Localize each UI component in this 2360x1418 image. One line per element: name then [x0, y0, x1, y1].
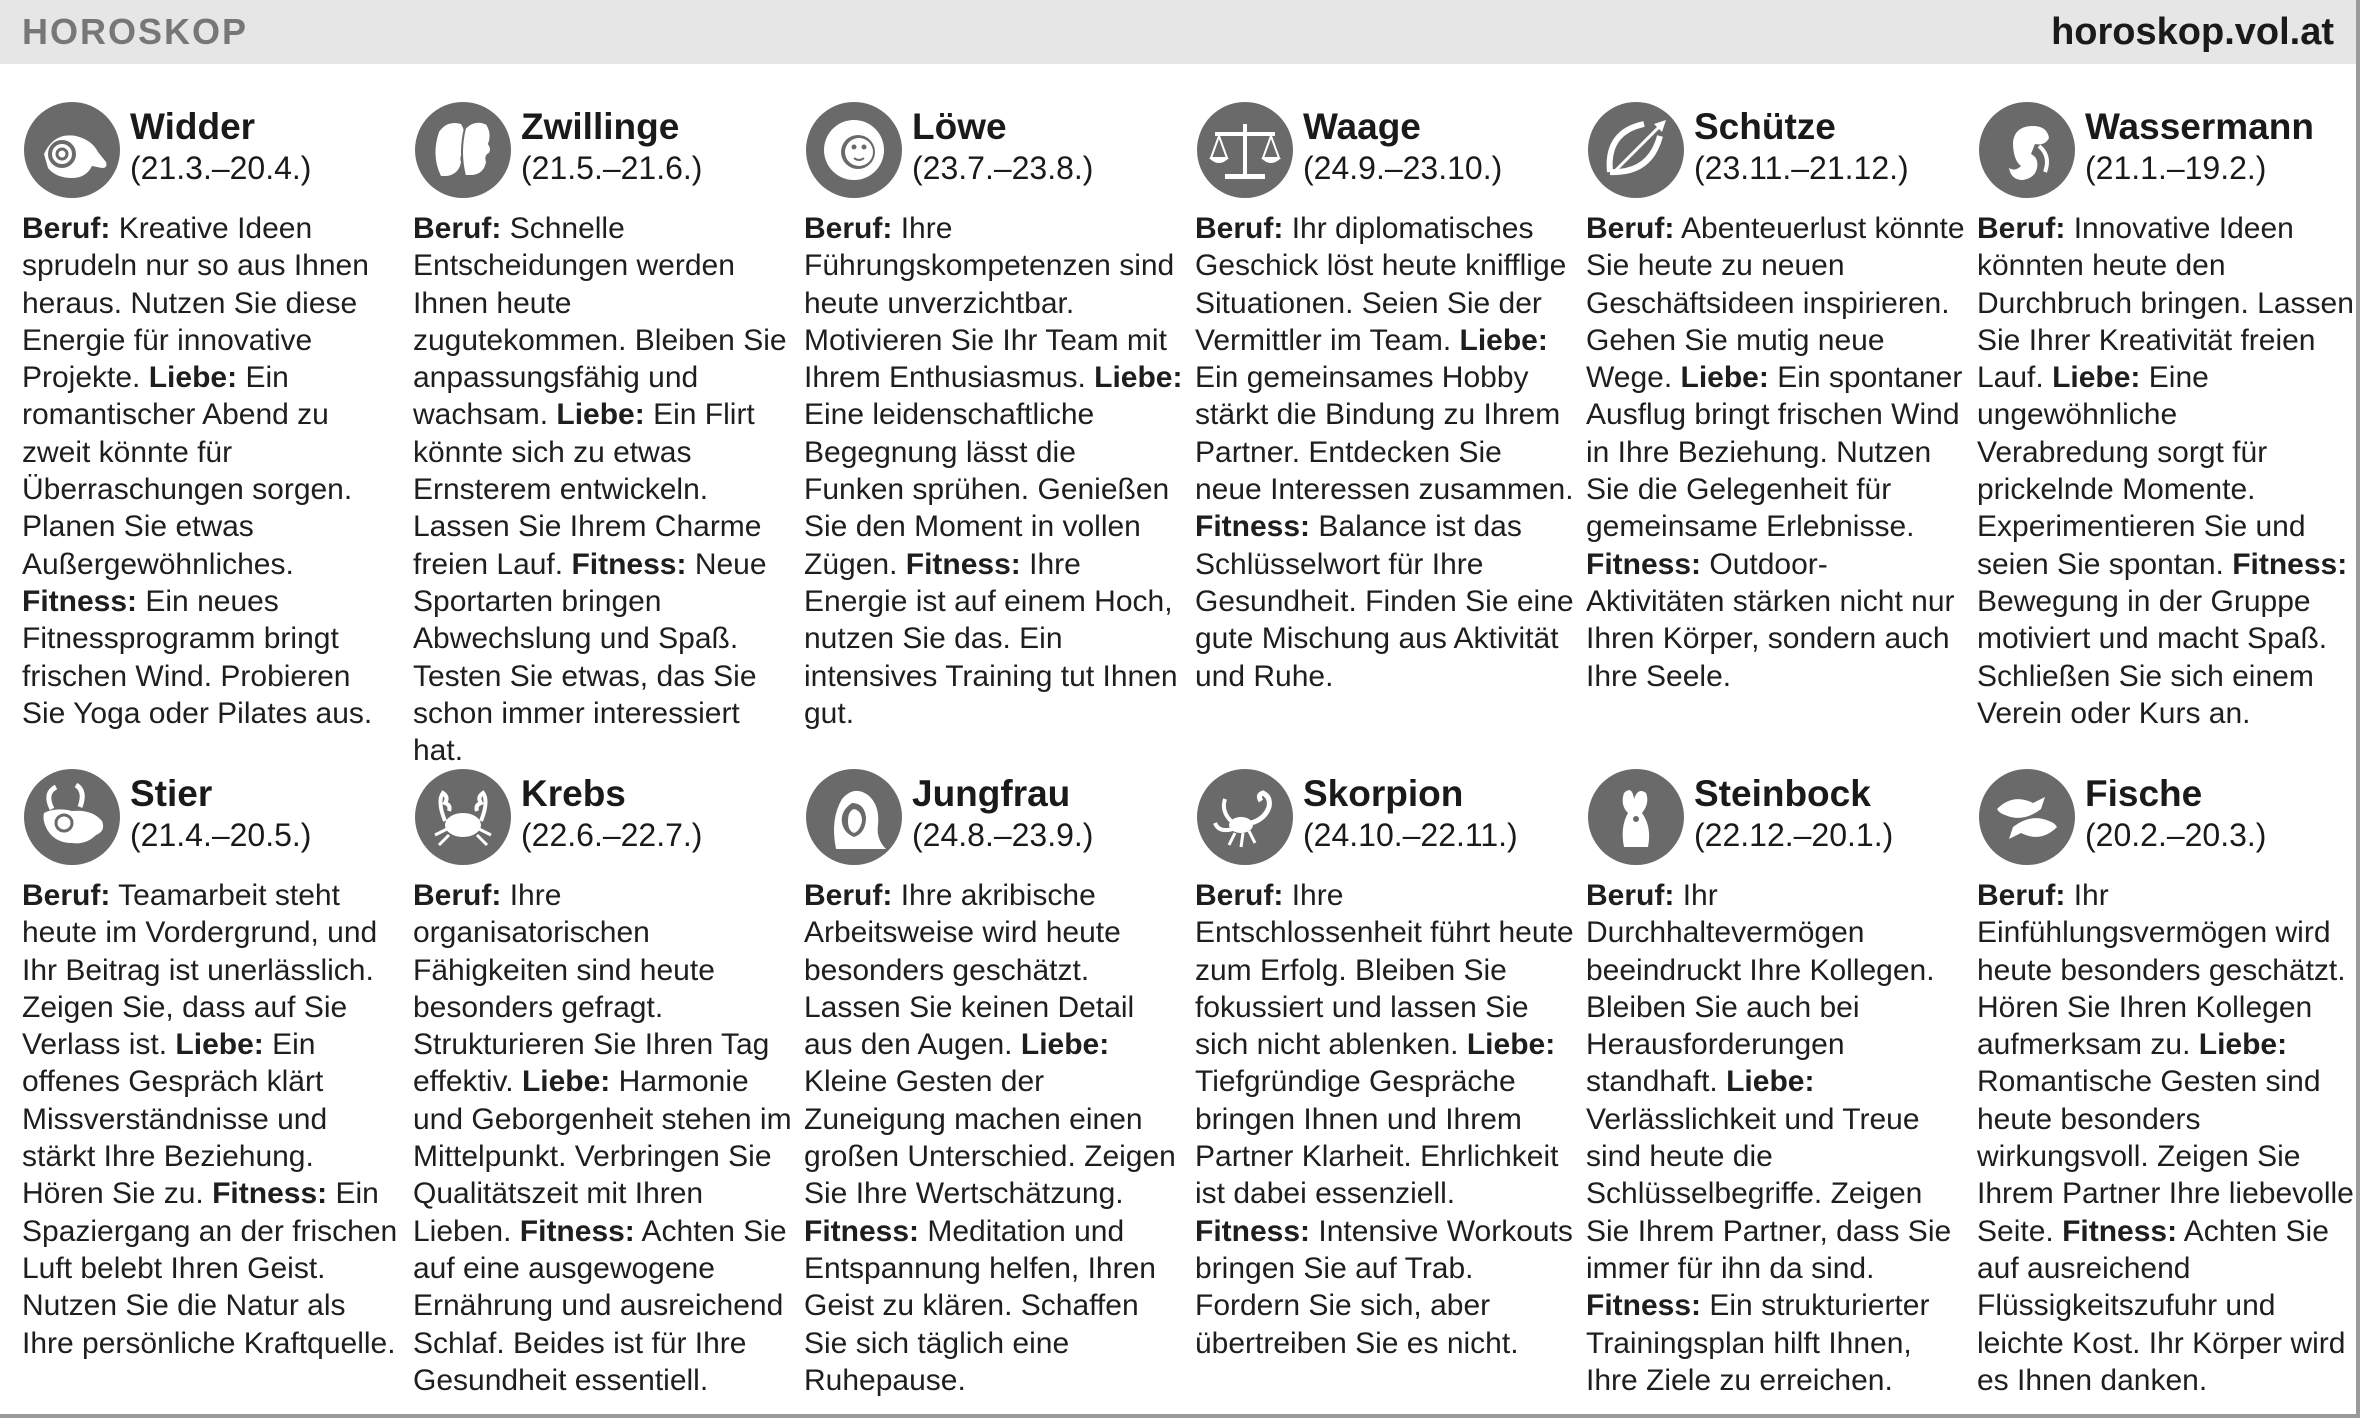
sign-name: Wassermann: [2085, 106, 2314, 147]
sign-name: Löwe: [912, 106, 1007, 147]
liebe-text: Eine ungewöhnliche Verabredung sorgt für prickelnde Momente. Experimentieren Sie und seien Sie spontan.: [1977, 361, 2306, 581]
sign-header: [1977, 102, 2357, 200]
sign-dates: (24.8.–23.9.): [912, 817, 1094, 853]
sign-text: [413, 210, 793, 769]
sagittarius-bow-icon: [1588, 102, 1684, 198]
beruf-label: Beruf:: [1586, 212, 1675, 245]
liebe-text: Ein offenes Gespräch klärt Missverständnisse und stärkt Ihre Beziehung. Hören Sie zu.: [22, 1028, 328, 1211]
sign-dates: (24.9.–23.10.): [1303, 150, 1503, 186]
sign-zwillinge: [413, 102, 793, 769]
fitness-label: Fitness:: [1586, 1289, 1702, 1323]
fitness-label: Fitness:: [212, 1177, 328, 1211]
sign-header: [1586, 769, 1966, 867]
fitness-text: Balance ist das Schlüsselwort für Ihre Gesundheit. Finden Sie eine gute Mischung aus Aktivität und Ruhe.: [1195, 510, 1574, 693]
liebe-text: Eine leidenschaftliche Begegnung lässt die Funken sprühen. Genießen Sie den Moment in vollen Zügen.: [804, 398, 1170, 581]
beruf-label: Beruf:: [22, 212, 111, 245]
leo-lion-icon: [806, 102, 902, 198]
sign-jungfrau: [804, 769, 1184, 1399]
sign-header: [1195, 102, 1575, 200]
sign-fische: [1977, 769, 2357, 1399]
liebe-label: Liebe:: [1466, 1028, 1556, 1062]
sign-text: [1977, 210, 2357, 732]
sign-text: [22, 877, 402, 1362]
beruf-text: Ihre organisatorischen Fähigkeiten sind heute besonders gefragt. Strukturieren Sie Ihren Tag effektiv.: [413, 879, 770, 1099]
liebe-label: Liebe:: [521, 1065, 611, 1099]
beruf-label: Beruf:: [1195, 212, 1284, 245]
scorpio-scorpion-icon: [1197, 769, 1293, 865]
sign-header: [22, 769, 402, 867]
liebe-label: Liebe:: [148, 361, 238, 395]
beruf-label: Beruf:: [1195, 879, 1284, 912]
header-bar: [0, 0, 2356, 64]
liebe-label: Liebe:: [1680, 361, 1769, 395]
liebe-text: Kleine Gesten der Zuneigung machen einen großen Unterschied. Zeigen Sie Ihre Wertschätzung.: [804, 1065, 1176, 1211]
fitness-text: Achten Sie auf ausreichend Flüssigkeitszufuhr und leichte Kost. Ihr Körper wird es Ihnen danken.: [1977, 1214, 2346, 1397]
beruf-text: Ihre akribische Arbeitsweise wird heute besonders geschätzt. Lassen Sie keinen Detail aus den Augen.: [804, 879, 1135, 1062]
fitness-text: Ein neues Fitnessprogramm bringt frischen Wind. Probieren Sie Yoga oder Pilates aus.: [22, 584, 373, 730]
beruf-text: Ihr diplomatisches Geschick löst heute knifflige Situationen. Seien Sie der Vermittler im Team.: [1195, 212, 1567, 357]
beruf-label: Beruf:: [413, 212, 502, 245]
sign-header: [413, 102, 793, 200]
beruf-label: Beruf:: [804, 212, 893, 245]
beruf-text: Ihre Führungskompetenzen sind heute unverzichtbar. Motivieren Sie Ihr Team mit Ihrem Enthusiasmus.: [804, 212, 1175, 395]
sign-text: [1586, 877, 1966, 1399]
aquarius-water-bearer-icon: [1979, 102, 2075, 198]
gemini-twins-icon: [415, 102, 511, 198]
liebe-label: Liebe:: [1020, 1028, 1110, 1062]
beruf-text: Ihr Einfühlungsvermögen wird heute besonders geschätzt. Hören Sie Ihren Kollegen aufmerksam zu.: [1977, 879, 2346, 1062]
fitness-text: Intensive Workouts bringen Sie auf Trab. Fordern Sie sich, aber übertreiben Sie es nicht.: [1195, 1214, 1573, 1360]
liebe-label: Liebe:: [1094, 361, 1183, 395]
sign-waage: [1195, 102, 1575, 695]
fitness-label: Fitness:: [1195, 510, 1311, 544]
sign-header: [413, 769, 793, 867]
sign-dates: (21.4.–20.5.): [130, 817, 312, 853]
aries-ram-icon: [24, 102, 120, 198]
sign-header: [1195, 769, 1575, 867]
sign-schütze: [1586, 102, 1966, 695]
beruf-text: Teamarbeit steht heute im Vordergrund, und Ihr Beitrag ist unerlässlich. Zeigen Sie, dass auf Sie Verlass ist.: [22, 879, 378, 1062]
fitness-label: Fitness:: [22, 584, 138, 618]
sign-name: Schütze: [1694, 106, 1836, 147]
sign-dates: (22.6.–22.7.): [521, 817, 703, 853]
sign-name: Steinbock: [1694, 773, 1871, 814]
sign-name: Waage: [1303, 106, 1421, 147]
sign-text: [413, 877, 793, 1399]
sign-dates: (23.11.–21.12.): [1694, 150, 1909, 186]
sign-text: [1586, 210, 1966, 695]
sign-wassermann: [1977, 102, 2357, 732]
sign-header: [804, 102, 1184, 200]
fitness-label: Fitness:: [1195, 1214, 1311, 1248]
sign-name: Stier: [130, 773, 213, 814]
fitness-text: Ein Spaziergang an der frischen Luft belebt Ihren Geist. Nutzen Sie die Natur als Ihre persönliche Kraftquelle.: [22, 1177, 398, 1360]
fitness-text: Meditation und Entspannung helfen, Ihren Geist zu klären. Schaffen Sie sich täglich eine Ruhepause.: [804, 1214, 1156, 1397]
taurus-bull-icon: [24, 769, 120, 865]
fitness-label: Fitness:: [519, 1214, 635, 1248]
fitness-text: Outdoor-Aktivitäten stärken nicht nur Ihren Körper, sondern auch Ihre Seele.: [1586, 547, 1955, 693]
sign-name: Fische: [2085, 773, 2203, 814]
site-url: horoskop.vol.at: [2051, 10, 2334, 53]
sign-steinbock: [1586, 769, 1966, 1399]
sign-name: Skorpion: [1303, 773, 1464, 814]
liebe-text: Tiefgründige Gespräche bringen Ihnen und Ihrem Partner Klarheit. Ehrlichkeit ist dabei essenziell.: [1195, 1065, 1559, 1211]
sign-text: [804, 877, 1184, 1399]
liebe-label: Liebe:: [2198, 1028, 2288, 1062]
liebe-text: Ein Flirt könnte sich zu etwas Ernsterem entwickeln. Lassen Sie Ihrem Charme freien Lauf.: [413, 398, 762, 581]
fitness-text: Ein strukturierter Trainingsplan hilft Ihnen, Ihre Ziele zu erreichen.: [1586, 1289, 1930, 1397]
sign-dates: (23.7.–23.8.): [912, 150, 1094, 186]
beruf-label: Beruf:: [1977, 879, 2066, 912]
liebe-label: Liebe:: [1726, 1065, 1815, 1099]
beruf-text: Abenteuerlust könnte Sie heute zu neuen Geschäftsideen inspirieren. Gehen Sie mutig neue Wege.: [1586, 212, 1965, 395]
pisces-fish-icon: [1979, 769, 2075, 865]
beruf-text: Ihr Durchhaltevermögen beeindruckt Ihre Kollegen. Bleiben Sie auch bei Herausforderungen standhaft.: [1586, 879, 1935, 1099]
fitness-label: Fitness:: [905, 547, 1021, 581]
sign-dates: (20.2.–20.3.): [2085, 817, 2267, 853]
sign-text: [1977, 877, 2357, 1399]
sign-name: Zwillinge: [521, 106, 680, 147]
fitness-label: Fitness:: [1586, 547, 1702, 581]
sign-dates: (22.12.–20.1.): [1694, 817, 1894, 853]
sign-dates: (21.5.–21.6.): [521, 150, 703, 186]
fitness-label: Fitness:: [804, 1214, 920, 1248]
liebe-text: Romantische Gesten sind heute besonders wirkungsvoll. Zeigen Sie Ihrem Partner Ihre liebevolle Seite.: [1977, 1065, 2354, 1248]
beruf-label: Beruf:: [1977, 212, 2066, 245]
sign-header: [804, 769, 1184, 867]
fitness-label: Fitness:: [2232, 547, 2348, 581]
sign-dates: (24.10.–22.11.): [1303, 817, 1518, 853]
beruf-label: Beruf:: [22, 879, 111, 912]
liebe-label: Liebe:: [2052, 361, 2141, 395]
horoscope-grid: [0, 64, 2356, 1414]
sign-widder: [22, 102, 402, 732]
liebe-text: Verlässlichkeit und Treue sind heute die Schlüsselbegriffe. Zeigen Sie Ihrem Partner, dass Sie immer für ihn da sind.: [1586, 1102, 1952, 1285]
liebe-text: Ein spontaner Ausflug bringt frischen Wind in Ihre Beziehung. Nutzen Sie die Gelegenheit für gemeinsame Erlebnisse.: [1586, 361, 1963, 544]
sign-name: Widder: [130, 106, 256, 147]
liebe-label: Liebe:: [1459, 323, 1548, 357]
beruf-label: Beruf:: [804, 879, 893, 912]
beruf-text: Kreative Ideen sprudeln nur so aus Ihnen heraus. Nutzen Sie diese Energie für innovative Projekte.: [22, 212, 369, 395]
fitness-text: Achten Sie auf eine ausgewogene Ernährung und ausreichend Schlaf. Beides ist für Ihre Gesundheit essentiell.: [413, 1214, 787, 1397]
sign-text: [804, 210, 1184, 732]
sign-dates: (21.1.–19.2.): [2085, 150, 2267, 186]
sign-header: [1586, 102, 1966, 200]
sign-text: [1195, 877, 1575, 1362]
sign-text: [1195, 210, 1575, 695]
cancer-crab-icon: [415, 769, 511, 865]
liebe-text: Harmonie und Geborgenheit stehen im Mittelpunkt. Verbringen Sie Qualitätszeit mit Ihren Lieben.: [413, 1065, 792, 1248]
sign-text: [22, 210, 402, 732]
sign-dates: (21.3.–20.4.): [130, 150, 312, 186]
beruf-label: Beruf:: [413, 879, 502, 912]
fitness-label: Fitness:: [571, 547, 687, 581]
fitness-text: Ihre Energie ist auf einem Hoch, nutzen Sie das. Ein intensives Training tut Ihnen gut.: [804, 547, 1178, 730]
liebe-text: Ein gemeinsames Hobby stärkt die Bindung zu Ihrem Partner. Entdecken Sie neue Interessen zusammen.: [1195, 361, 1574, 507]
libra-scales-icon: [1197, 102, 1293, 198]
sign-krebs: [413, 769, 793, 1399]
fitness-text: Neue Sportarten bringen Abwechslung und Spaß. Testen Sie etwas, das Sie schon immer interessiert hat.: [413, 547, 767, 768]
capricorn-goat-icon: [1588, 769, 1684, 865]
beruf-text: Ihre Entschlossenheit führt heute zum Erfolg. Bleiben Sie fokussiert und lassen Sie sich nicht ablenken.: [1195, 879, 1574, 1062]
beruf-label: Beruf:: [1586, 879, 1675, 912]
sign-name: Krebs: [521, 773, 626, 814]
sign-header: [1977, 769, 2357, 867]
sign-name: Jungfrau: [912, 773, 1071, 814]
beruf-text: Innovative Ideen könnten heute den Durchbruch bringen. Lassen Sie Ihrer Kreativität freien Lauf.: [1977, 212, 2354, 395]
sign-stier: [22, 769, 402, 1362]
fitness-text: Bewegung in der Gruppe motiviert und macht Spaß. Schließen Sie sich einem Verein oder Kurs an.: [1977, 584, 2328, 730]
virgo-maiden-icon: [806, 769, 902, 865]
sign-löwe: [804, 102, 1184, 732]
liebe-label: Liebe:: [175, 1028, 264, 1062]
page-title: HOROSKOP: [22, 11, 249, 52]
fitness-label: Fitness:: [2062, 1214, 2178, 1248]
liebe-text: Ein romantischer Abend zu zweit könnte für Überraschungen sorgen. Planen Sie etwas Außergewöhnliches.: [22, 361, 353, 581]
beruf-text: Schnelle Entscheidungen werden Ihnen heute zugutekommen. Bleiben Sie anpassungsfähig und wachsam.: [413, 212, 787, 432]
sign-header: [22, 102, 402, 200]
liebe-label: Liebe:: [556, 398, 645, 432]
sign-skorpion: [1195, 769, 1575, 1362]
